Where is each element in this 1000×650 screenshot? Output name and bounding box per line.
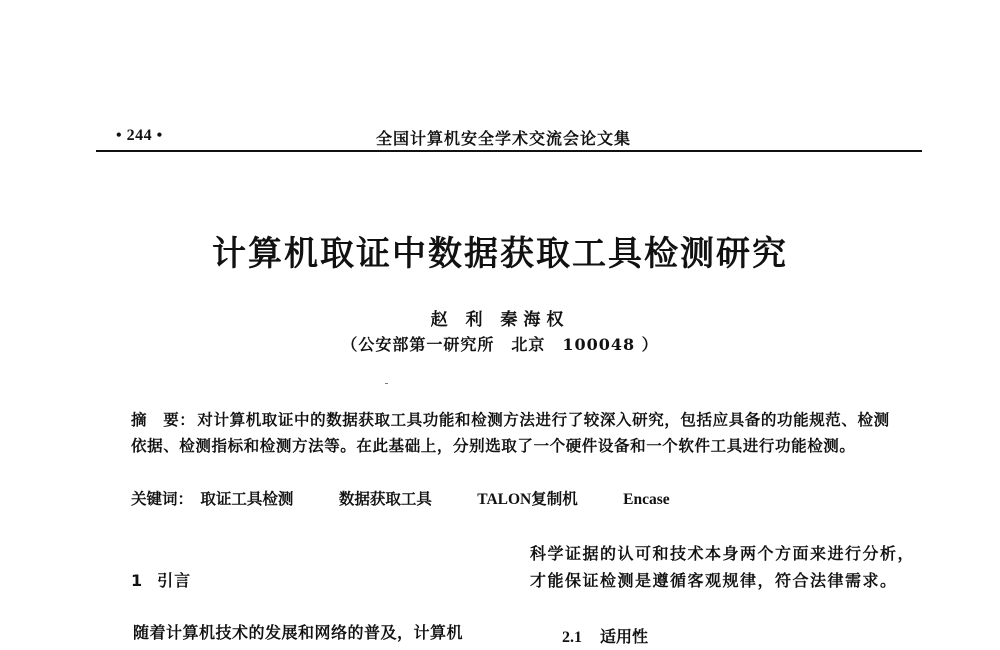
running-title: 全国计算机安全学术交流会论文集 xyxy=(376,129,632,148)
keyword-item: Encase xyxy=(623,491,670,508)
keywords-label: 关键词： xyxy=(131,490,194,508)
keywords xyxy=(131,487,893,509)
authors: 赵 利 秦海权 xyxy=(430,310,570,330)
abstract xyxy=(131,407,893,458)
running-header xyxy=(96,124,922,148)
header-rule xyxy=(96,150,922,152)
section-number: 1 xyxy=(131,571,144,590)
affiliation: （公安部第一研究所 北京 100048 ） xyxy=(341,335,659,354)
section-paragraph: 随着计算机技术的发展和网络的普及，计算机 xyxy=(133,623,464,642)
keyword-item: 数据获取工具 xyxy=(338,489,432,508)
subsection-title: 适用性 xyxy=(600,627,649,646)
subsection-number: 2.1 xyxy=(562,629,582,646)
paper-title: 计算机取证中数据获取工具检测研究 xyxy=(212,234,788,274)
section-title: 引言 xyxy=(157,571,192,590)
keyword-item: TALON复制机 xyxy=(477,491,578,508)
page-number: • 244 • xyxy=(116,127,163,144)
keyword-item: 取证工具检测 xyxy=(200,489,294,508)
right-paragraph: 科学证据的认可和技术本身两个方面来进行分析，才能保证检测是遵循客观规律，符合法律需求。 xyxy=(530,544,916,590)
abstract-text: 对计算机取证中的数据获取工具功能和检测方法进行了较深入研究，包括应具备的功能规范、检测依据、检测指标和检测方法等。在此基础上，分别选取了一个硬件设备和一个软件工具进行功能检测。 xyxy=(131,410,890,455)
section-heading xyxy=(131,568,191,591)
subsection-heading xyxy=(562,624,648,647)
abstract-label: 摘 要： xyxy=(131,411,196,429)
scan-speck xyxy=(385,383,388,384)
